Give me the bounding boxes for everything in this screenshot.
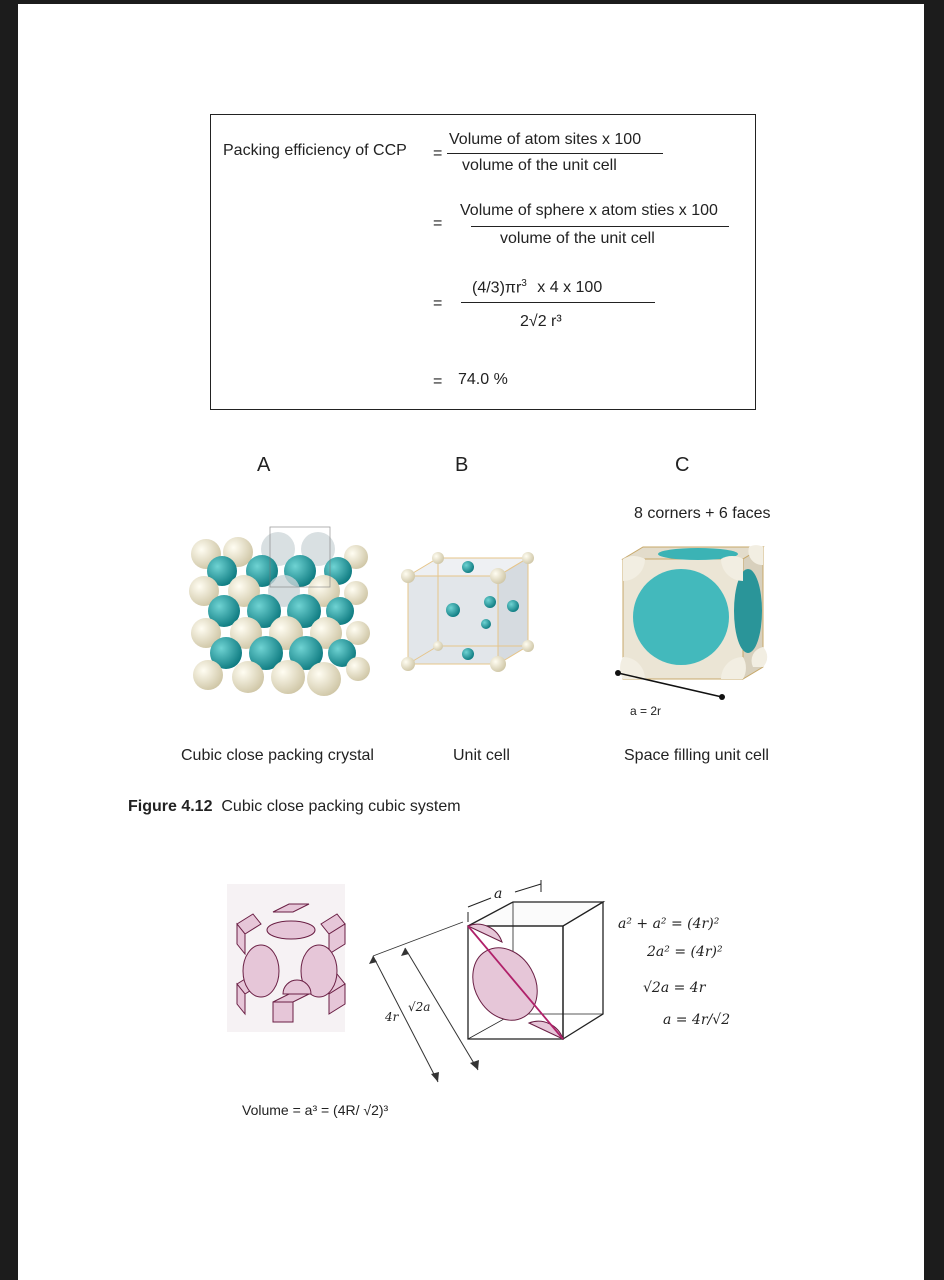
volume-formula: Volume = a³ = (4R/ √2)³: [242, 1102, 389, 1118]
step3-numerator: [472, 278, 602, 297]
figure-number: Figure 4.12: [128, 798, 213, 815]
step2-numerator: Volume of sphere x atom sties x 100: [460, 202, 718, 219]
step2-denominator: volume of the unit cell: [500, 230, 655, 247]
dimension-4r-label: 4r: [385, 1010, 399, 1024]
c-dimension-label: a = 2r: [630, 704, 662, 718]
label-c: C: [675, 454, 690, 476]
dimension-sqrt2a-label: √2a: [408, 1000, 431, 1014]
step1-denominator: volume of the unit cell: [462, 157, 617, 174]
caption-b: Unit cell: [453, 747, 510, 764]
caption-c: Space filling unit cell: [624, 747, 769, 764]
packing-efficiency-box: [210, 114, 756, 410]
equals-sign-1: =: [433, 145, 443, 162]
step3-num-r: r: [515, 279, 522, 297]
c-header-text: 8 corners + 6 faces: [634, 505, 771, 522]
unit-cell-illustration: [398, 554, 548, 689]
equation-1: a² + a² = (4r)²: [618, 916, 720, 932]
figure-caption: [128, 798, 461, 816]
step2-fraction-line: [471, 226, 729, 227]
step1-numerator: Volume of atom sites x 100: [449, 131, 642, 148]
formula-label: Packing efficiency of CCP: [223, 142, 407, 159]
ccp-crystal-illustration: [178, 519, 368, 709]
space-filling-cell-illustration: [613, 539, 773, 709]
step3-denominator: [520, 313, 562, 331]
step3-den-sqrt: √2: [528, 313, 547, 330]
pi-symbol: π: [504, 279, 516, 297]
step1-fraction-line: [447, 153, 663, 154]
face-diagonal-diagram: [223, 874, 613, 1099]
equals-sign-4: =: [433, 373, 443, 390]
label-b: B: [455, 454, 469, 476]
dimension-a-label: a: [494, 886, 503, 902]
step3-num-exponent: 3: [521, 278, 527, 289]
equation-4: a = 4r/√2: [663, 1012, 731, 1028]
step3-num-part-b: x 4 x 100: [537, 279, 603, 297]
caption-a: Cubic close packing crystal: [181, 747, 374, 764]
step3-fraction-line: [461, 302, 655, 303]
label-a: A: [257, 454, 271, 476]
step3-den-part-c: r³: [546, 313, 562, 330]
document-page: [18, 4, 924, 1280]
equation-3: √2a = 4r: [643, 980, 706, 996]
figure-title: Cubic close packing cubic system: [221, 798, 461, 815]
result-value: 74.0 %: [458, 371, 508, 388]
equals-sign-3: =: [433, 295, 443, 312]
equation-2: 2a² = (4r)²: [647, 944, 723, 960]
step3-den-part-a: 2: [520, 313, 529, 330]
step3-num-part-a: (4/3): [472, 279, 505, 297]
equals-sign-2: =: [433, 215, 443, 232]
